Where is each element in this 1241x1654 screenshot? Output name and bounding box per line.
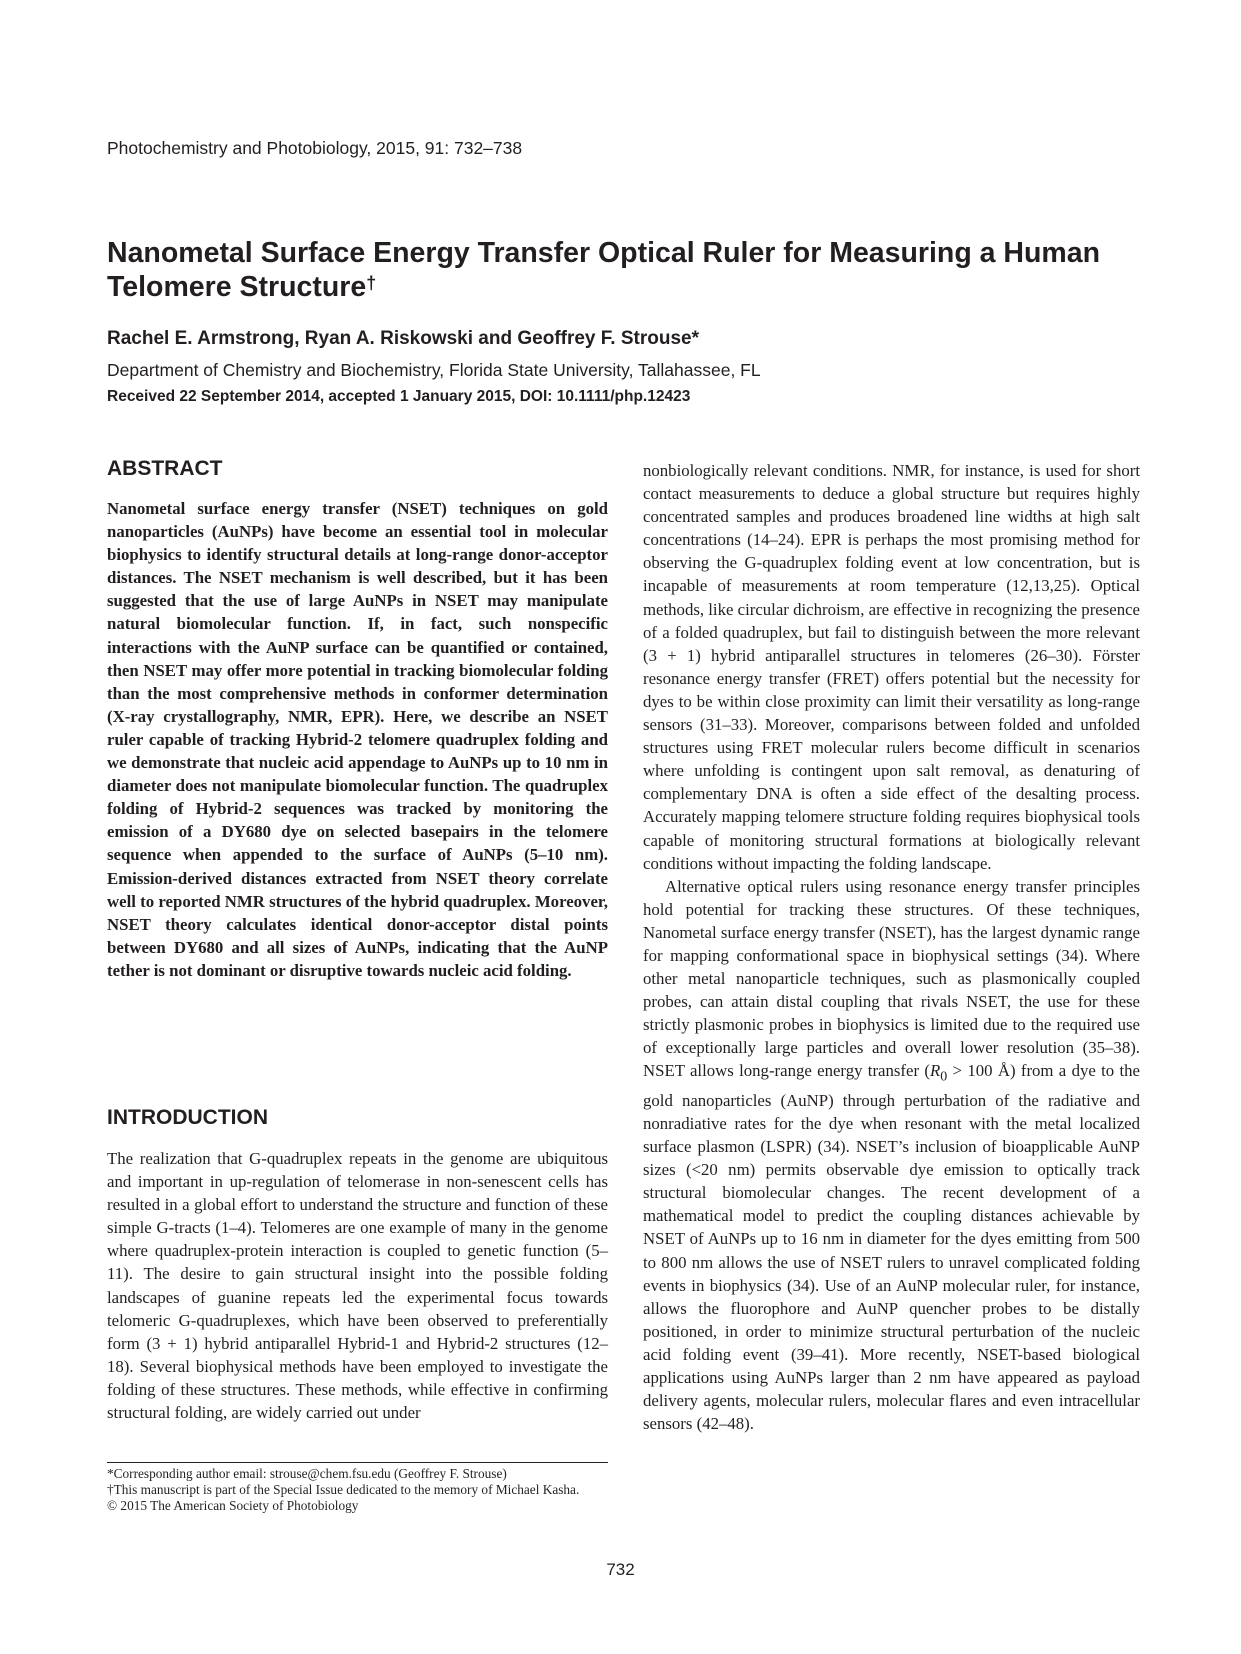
page-number: 732 — [606, 1560, 635, 1579]
received-dates-doi: Received 22 September 2014, accepted 1 January 2015, DOI: 10.1111/php.12423 — [107, 388, 691, 405]
affiliation: Department of Chemistry and Biochemistry, Florida State University, Tallahassee, FL — [107, 360, 761, 380]
abstract-text: Nanometal surface energy transfer (NSET) techniques on gold nanoparticles (AuNPs) have become an essential tool in molecular biophysics to identify structural details at long-range donor-acceptor distances. The NSET mechanism is well described, but it has been suggested that the use of large AuNPs in NSET may manipulate natural biomolecular function. If, in fact, such nonspecific interactions with the AuNP surface can be quantified or contained, then NSET may offer more potential in tracking biomolecular folding than the most comprehensive methods in conformer determination (X-ray crystallography, NMR, EPR). Here, we describe an NSET ruler capable of tracking Hybrid-2 telomere quadruplex folding and we demonstrate that nucleic acid appendage to AuNPs up to 10 nm in diameter does not manipulate biomolecular function. The quadruplex folding of Hybrid-2 sequences was tracked by monitoring the emission of a DY680 dye on selected basepairs in the telomere sequence when appended to the surface of AuNPs (5–10 nm). Emission-derived distances extracted from NSET theory correlate well to reported NMR structures of the hybrid quadruplex. Moreover, NSET theory calculates identical donor-acceptor distal points between DY680 and all sizes of AuNPs, indicating that the AuNP tether is not dominant or disruptive towards nucleic acid folding. — [107, 499, 608, 980]
journal-reference: Photochemistry and Photobiology, 2015, 91: 732–738 — [107, 138, 523, 158]
introduction-heading: INTRODUCTION — [107, 1106, 268, 1129]
introduction-section — [107, 1147, 608, 1424]
right-paragraph-2-start: Alternative optical rulers using resonance energy transfer principles hold potential for tracking these structures. Of these techniques, Nanometal surface energy transfer (NSET), has the largest dynamic range for mapping conformational space in biophysical settings (34). Where other metal nanoparticle techniques, such as plasmonically coupled probes, can attain distal coupling that rivals NSET, the use for these strictly plasmonic probes in biophysics is limited due to the required use of exceptionally large particles and overall lower resolution (35–38). NSET allows long-range energy transfer ( — [643, 876, 1140, 1081]
footnotes — [107, 1466, 608, 1514]
r0-symbol: R — [929, 1061, 941, 1081]
right-paragraph-2 — [643, 875, 1140, 1436]
right-paragraph-1: nonbiologically relevant conditions. NMR, for instance, is used for short contact measurements to deduce a global structure but requires highly concentrated samples and produces broadened line widths at high salt concentrations (14–24). EPR is perhaps the most promising method for observing the G-quadruplex folding event at low concentration, but is incapable of measurements at room temperature (12,13,25). Optical methods, like circular dichroism, are effective in recognizing the presence of a folded quadruplex, but fail to distinguish between the more relevant (3 + 1) hybrid antiparallel structures in telomeres (26–30). Förster resonance energy transfer (FRET) offers potential but the necessity for dyes to be within close proximity can limit their versatility as long-range sensors (31–33). Moreover, comparisons between folded and unfolded structures using FRET molecular rulers become difficult in scenarios where unfolding is contingent upon salt removal, as denaturing of complementary DNA is often a side effect of the desalting process. Accurately mapping telomere structure folding requires biophysical tools capable of monitoring structural formations at biologically relevant conditions without impacting the folding landscape. — [643, 461, 1140, 873]
abstract-heading: ABSTRACT — [107, 457, 223, 480]
title-dagger: † — [366, 273, 377, 293]
introduction-paragraph-1: The realization that G-quadruplex repeats in the genome are ubiquitous and important in up-regulation of telomerase in non-senescent cells has resulted in a global effort to understand the structure and function of these simple G-tracts (1–4). Telomeres are one example of many in the genome where quadruplex-protein interaction is coupled to genetic function (5–11). The desire to gain structural insight into the possible folding landscapes of guanine repeats led the experimental focus towards telomeric G-quadruplexes, which have been observed to preferentially form (3 + 1) hybrid antiparallel Hybrid-1 and Hybrid-2 structures (12–18). Several biophysical methods have been employed to investigate the folding of these structures. These methods, while effective in confirming structural folding, are widely carried out under — [107, 1149, 608, 1423]
right-paragraph-2-end: ) from a dye to the gold nanoparticles (AuNP) through perturbation of the radiative and nonradiative rates for the dye when resonant with the metal localized surface plasmon (LSPR) (34). NSET’s inclusion of bioapplicable AuNP sizes (<20 nm) permits observable dye emission to optically track structural biomolecular changes. The recent development of a mathematical model to predict the coupling distances achievable by NSET of AuNPs up to 16 nm in diameter for the dyes emitting from 500 to 800 nm allows the use of NSET rulers to unravel complicated folding events in biophysics (34). Use of an AuNP molecular ruler, for instance, allows the fluorophore and AuNP quencher probes to be distally positioned, in order to minimize structural perturbation of the nucleic acid folding event (39–41). More recently, NSET-based biological applications using AuNPs larger than 2 nm have appeared as payload delivery agents, molecular rulers, molecular flares and even intracellular sensors (42–48). — [643, 1061, 1141, 1434]
r0-subscript: 0 — [940, 1069, 948, 1085]
right-column — [643, 459, 1140, 1435]
footnote-divider — [107, 1462, 608, 1463]
article-title-text: Nanometal Surface Energy Transfer Optical Ruler for Measuring a Human Telomere Structure — [107, 237, 1101, 303]
r0-value: > 100 Å — [947, 1061, 1010, 1081]
article-title — [107, 236, 1147, 304]
author-list: Rachel E. Armstrong, Ryan A. Riskowski and Geoffrey F. Strouse* — [107, 328, 699, 349]
footnote-dedication: †This manuscript is part of the Special Issue dedicated to the memory of Michael Kasha. — [107, 1482, 580, 1497]
footnote-copyright: © 2015 The American Society of Photobiology — [107, 1498, 359, 1513]
abstract-section — [107, 497, 608, 982]
footnote-corresponding-author: *Corresponding author email: strouse@chem.fsu.edu (Geoffrey F. Strouse) — [107, 1466, 507, 1481]
